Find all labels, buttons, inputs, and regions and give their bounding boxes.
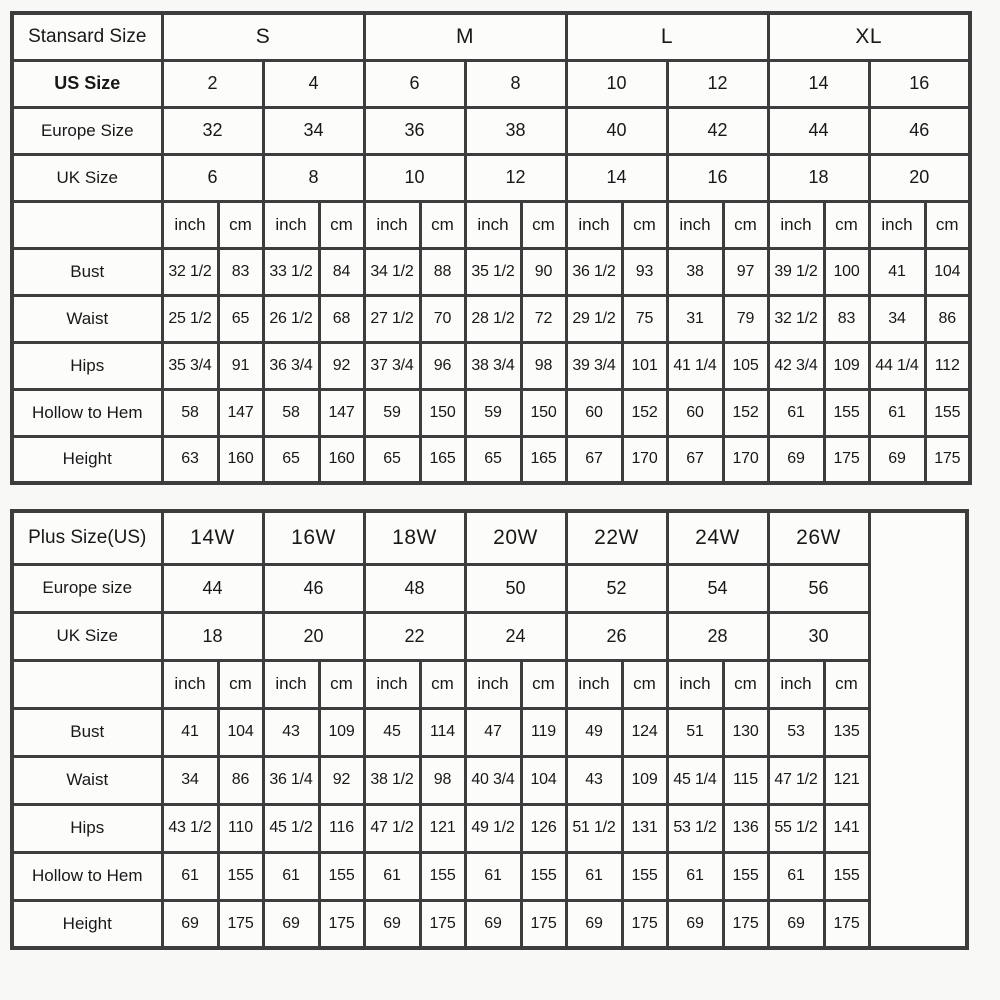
measure-value-cell: 69 <box>566 900 622 948</box>
table-row <box>12 389 970 436</box>
unit-header-cell: inch <box>162 660 218 708</box>
table-row <box>12 60 970 107</box>
measure-value-cell: 51 1/2 <box>566 804 622 852</box>
measure-value-cell: 34 <box>869 295 925 342</box>
measure-value-cell: 38 1/2 <box>364 756 420 804</box>
row-label-cell: UK Size <box>12 612 162 660</box>
table-row <box>12 708 967 756</box>
measure-value-cell: 104 <box>521 756 566 804</box>
size-group-header: 16W <box>263 511 364 564</box>
measure-value-cell: 65 <box>263 436 319 483</box>
measure-value-cell: 35 3/4 <box>162 342 218 389</box>
measure-value-cell: 65 <box>218 295 263 342</box>
measure-value-cell: 147 <box>319 389 364 436</box>
measure-value-cell: 61 <box>162 852 218 900</box>
measure-value-cell: 175 <box>521 900 566 948</box>
measure-value-cell: 70 <box>420 295 465 342</box>
unit-header-cell: inch <box>162 201 218 248</box>
size-value-cell: 14 <box>768 60 869 107</box>
measure-value-cell: 43 <box>263 708 319 756</box>
measure-value-cell: 39 3/4 <box>566 342 622 389</box>
table-row <box>12 154 970 201</box>
measure-value-cell: 36 1/4 <box>263 756 319 804</box>
unit-header-cell: cm <box>218 660 263 708</box>
unit-header-cell: cm <box>824 660 869 708</box>
measure-value-cell: 116 <box>319 804 364 852</box>
size-value-cell: 32 <box>162 107 263 154</box>
measure-value-cell: 69 <box>869 436 925 483</box>
measure-value-cell: 109 <box>824 342 869 389</box>
size-group-header: M <box>364 13 566 60</box>
size-value-cell: 46 <box>263 564 364 612</box>
measure-value-cell: 72 <box>521 295 566 342</box>
table-title-cell: Stansard Size <box>12 13 162 60</box>
measure-value-cell: 42 3/4 <box>768 342 824 389</box>
measure-value-cell: 40 3/4 <box>465 756 521 804</box>
measure-value-cell: 110 <box>218 804 263 852</box>
measure-value-cell: 41 <box>869 248 925 295</box>
measure-value-cell: 97 <box>723 248 768 295</box>
measure-value-cell: 27 1/2 <box>364 295 420 342</box>
unit-header-cell: inch <box>566 201 622 248</box>
measure-value-cell: 112 <box>925 342 970 389</box>
measure-value-cell: 90 <box>521 248 566 295</box>
measure-value-cell: 86 <box>925 295 970 342</box>
row-label-cell: Europe size <box>12 564 162 612</box>
measure-value-cell: 29 1/2 <box>566 295 622 342</box>
measure-value-cell: 65 <box>364 436 420 483</box>
measure-value-cell: 32 1/2 <box>768 295 824 342</box>
size-value-cell: 54 <box>667 564 768 612</box>
measure-value-cell: 43 <box>566 756 622 804</box>
unit-header-cell: cm <box>521 660 566 708</box>
measure-value-cell: 58 <box>263 389 319 436</box>
row-label-cell: Hips <box>12 342 162 389</box>
measure-value-cell: 105 <box>723 342 768 389</box>
measure-value-cell: 45 1/4 <box>667 756 723 804</box>
table-row <box>12 612 967 660</box>
measure-value-cell: 67 <box>566 436 622 483</box>
row-label-cell: Waist <box>12 295 162 342</box>
measure-value-cell: 114 <box>420 708 465 756</box>
table-row <box>12 107 970 154</box>
size-group-header: L <box>566 13 768 60</box>
size-value-cell: 46 <box>869 107 970 154</box>
measure-value-cell: 61 <box>263 852 319 900</box>
table-row <box>12 436 970 483</box>
table-row <box>12 564 967 612</box>
size-value-cell: 8 <box>263 154 364 201</box>
measure-value-cell: 69 <box>667 900 723 948</box>
measure-value-cell: 55 1/2 <box>768 804 824 852</box>
size-value-cell: 20 <box>263 612 364 660</box>
size-value-cell: 20 <box>869 154 970 201</box>
measure-value-cell: 170 <box>622 436 667 483</box>
unit-header-cell: inch <box>869 201 925 248</box>
measure-value-cell: 135 <box>824 708 869 756</box>
table-row <box>12 804 967 852</box>
measure-value-cell: 26 1/2 <box>263 295 319 342</box>
row-label-cell: Hollow to Hem <box>12 852 162 900</box>
unit-header-cell: cm <box>521 201 566 248</box>
measure-value-cell: 35 1/2 <box>465 248 521 295</box>
row-label-cell: Bust <box>12 708 162 756</box>
size-value-cell: 16 <box>869 60 970 107</box>
row-label-cell: Waist <box>12 756 162 804</box>
measure-value-cell: 69 <box>768 436 824 483</box>
table-row <box>12 756 967 804</box>
size-value-cell: 8 <box>465 60 566 107</box>
unit-header-cell: inch <box>667 201 723 248</box>
standard-size-table <box>10 11 972 485</box>
measure-value-cell: 86 <box>218 756 263 804</box>
measure-value-cell: 61 <box>667 852 723 900</box>
measure-value-cell: 152 <box>723 389 768 436</box>
measure-value-cell: 155 <box>319 852 364 900</box>
unit-header-cell: inch <box>768 660 824 708</box>
measure-value-cell: 165 <box>521 436 566 483</box>
measure-value-cell: 115 <box>723 756 768 804</box>
measure-value-cell: 84 <box>319 248 364 295</box>
measure-value-cell: 175 <box>824 436 869 483</box>
measure-value-cell: 60 <box>667 389 723 436</box>
measure-value-cell: 119 <box>521 708 566 756</box>
measure-value-cell: 165 <box>420 436 465 483</box>
measure-value-cell: 96 <box>420 342 465 389</box>
unit-header-cell: cm <box>319 660 364 708</box>
measure-value-cell: 47 <box>465 708 521 756</box>
size-value-cell: 56 <box>768 564 869 612</box>
measure-value-cell: 124 <box>622 708 667 756</box>
measure-value-cell: 61 <box>768 852 824 900</box>
measure-value-cell: 104 <box>218 708 263 756</box>
size-value-cell: 50 <box>465 564 566 612</box>
measure-value-cell: 131 <box>622 804 667 852</box>
measure-value-cell: 92 <box>319 342 364 389</box>
empty-spacer-cell <box>869 511 967 948</box>
measure-value-cell: 34 1/2 <box>364 248 420 295</box>
measure-value-cell: 104 <box>925 248 970 295</box>
measure-value-cell: 59 <box>465 389 521 436</box>
measure-value-cell: 33 1/2 <box>263 248 319 295</box>
measure-value-cell: 51 <box>667 708 723 756</box>
measure-value-cell: 83 <box>218 248 263 295</box>
table-row <box>12 295 970 342</box>
measure-value-cell: 155 <box>723 852 768 900</box>
measure-value-cell: 69 <box>768 900 824 948</box>
measure-value-cell: 98 <box>521 342 566 389</box>
measure-value-cell: 175 <box>824 900 869 948</box>
size-group-header: XL <box>768 13 970 60</box>
unit-header-cell: inch <box>364 201 420 248</box>
measure-value-cell: 69 <box>465 900 521 948</box>
measure-value-cell: 175 <box>218 900 263 948</box>
measure-value-cell: 175 <box>622 900 667 948</box>
size-value-cell: 22 <box>364 612 465 660</box>
measure-value-cell: 67 <box>667 436 723 483</box>
size-group-header: 20W <box>465 511 566 564</box>
measure-value-cell: 100 <box>824 248 869 295</box>
size-group-header: 18W <box>364 511 465 564</box>
row-label-cell: Europe Size <box>12 107 162 154</box>
measure-value-cell: 126 <box>521 804 566 852</box>
measure-value-cell: 88 <box>420 248 465 295</box>
measure-value-cell: 60 <box>566 389 622 436</box>
measure-value-cell: 38 3/4 <box>465 342 521 389</box>
measure-value-cell: 61 <box>566 852 622 900</box>
unit-header-cell: cm <box>723 201 768 248</box>
measure-value-cell: 160 <box>319 436 364 483</box>
table-gap <box>10 485 1000 509</box>
measure-value-cell: 38 <box>667 248 723 295</box>
unit-header-cell: inch <box>263 660 319 708</box>
measure-value-cell: 45 1/2 <box>263 804 319 852</box>
measure-value-cell: 170 <box>723 436 768 483</box>
measure-value-cell: 49 1/2 <box>465 804 521 852</box>
unit-header-cell: cm <box>622 660 667 708</box>
table-row <box>12 248 970 295</box>
measure-value-cell: 101 <box>622 342 667 389</box>
size-value-cell: 42 <box>667 107 768 154</box>
measure-value-cell: 98 <box>420 756 465 804</box>
table-row <box>12 511 967 564</box>
size-value-cell: 18 <box>162 612 263 660</box>
unit-header-cell: inch <box>667 660 723 708</box>
unit-header-cell: cm <box>420 201 465 248</box>
measure-value-cell: 41 <box>162 708 218 756</box>
size-value-cell: 38 <box>465 107 566 154</box>
size-value-cell: 6 <box>364 60 465 107</box>
measure-value-cell: 61 <box>364 852 420 900</box>
measure-value-cell: 25 1/2 <box>162 295 218 342</box>
table-row <box>12 201 970 248</box>
unit-header-cell: inch <box>263 201 319 248</box>
size-value-cell: 44 <box>162 564 263 612</box>
unit-header-cell: cm <box>622 201 667 248</box>
size-group-header: 14W <box>162 511 263 564</box>
measure-value-cell: 49 <box>566 708 622 756</box>
measure-value-cell: 69 <box>263 900 319 948</box>
measure-value-cell: 121 <box>420 804 465 852</box>
measure-value-cell: 91 <box>218 342 263 389</box>
size-value-cell: 6 <box>162 154 263 201</box>
measure-value-cell: 75 <box>622 295 667 342</box>
measure-value-cell: 155 <box>824 852 869 900</box>
size-group-header: 24W <box>667 511 768 564</box>
measure-value-cell: 175 <box>420 900 465 948</box>
measure-value-cell: 155 <box>218 852 263 900</box>
size-group-header: 22W <box>566 511 667 564</box>
measure-value-cell: 136 <box>723 804 768 852</box>
size-value-cell: 40 <box>566 107 667 154</box>
size-value-cell: 10 <box>364 154 465 201</box>
measure-value-cell: 31 <box>667 295 723 342</box>
size-group-header: 26W <box>768 511 869 564</box>
unit-header-cell: cm <box>218 201 263 248</box>
measure-value-cell: 155 <box>420 852 465 900</box>
size-value-cell: 18 <box>768 154 869 201</box>
unit-header-cell: inch <box>364 660 420 708</box>
table-row <box>12 13 970 60</box>
measure-value-cell: 93 <box>622 248 667 295</box>
size-group-header: S <box>162 13 364 60</box>
table-row <box>12 852 967 900</box>
unit-header-cell: inch <box>768 201 824 248</box>
size-value-cell: 36 <box>364 107 465 154</box>
unit-header-cell: cm <box>824 201 869 248</box>
table-row <box>12 900 967 948</box>
measure-value-cell: 37 3/4 <box>364 342 420 389</box>
row-label-cell: Hips <box>12 804 162 852</box>
table-row <box>12 342 970 389</box>
row-label-cell: Bust <box>12 248 162 295</box>
size-value-cell: 14 <box>566 154 667 201</box>
measure-value-cell: 63 <box>162 436 218 483</box>
measure-value-cell: 69 <box>162 900 218 948</box>
row-label-cell: US Size <box>12 60 162 107</box>
size-value-cell: 34 <box>263 107 364 154</box>
measure-value-cell: 130 <box>723 708 768 756</box>
measure-value-cell: 59 <box>364 389 420 436</box>
size-value-cell: 16 <box>667 154 768 201</box>
size-value-cell: 4 <box>263 60 364 107</box>
measure-value-cell: 47 1/2 <box>768 756 824 804</box>
measure-value-cell: 155 <box>521 852 566 900</box>
measure-value-cell: 155 <box>925 389 970 436</box>
measure-value-cell: 47 1/2 <box>364 804 420 852</box>
unit-header-cell: inch <box>566 660 622 708</box>
measure-value-cell: 43 1/2 <box>162 804 218 852</box>
measure-value-cell: 175 <box>925 436 970 483</box>
size-value-cell: 28 <box>667 612 768 660</box>
size-value-cell: 12 <box>465 154 566 201</box>
measure-value-cell: 147 <box>218 389 263 436</box>
plus-size-table <box>10 509 969 950</box>
size-value-cell: 48 <box>364 564 465 612</box>
unit-header-cell: inch <box>465 201 521 248</box>
size-value-cell: 10 <box>566 60 667 107</box>
measure-value-cell: 150 <box>420 389 465 436</box>
table-row <box>12 660 967 708</box>
measure-value-cell: 109 <box>622 756 667 804</box>
measure-value-cell: 68 <box>319 295 364 342</box>
unit-header-cell: cm <box>319 201 364 248</box>
measure-value-cell: 83 <box>824 295 869 342</box>
measure-value-cell: 150 <box>521 389 566 436</box>
measure-value-cell: 109 <box>319 708 364 756</box>
measure-value-cell: 32 1/2 <box>162 248 218 295</box>
row-label-cell: Height <box>12 900 162 948</box>
size-value-cell: 2 <box>162 60 263 107</box>
measure-value-cell: 53 <box>768 708 824 756</box>
size-value-cell: 44 <box>768 107 869 154</box>
measure-value-cell: 155 <box>622 852 667 900</box>
measure-value-cell: 61 <box>768 389 824 436</box>
size-value-cell: 30 <box>768 612 869 660</box>
measure-value-cell: 41 1/4 <box>667 342 723 389</box>
measure-value-cell: 61 <box>465 852 521 900</box>
measure-value-cell: 69 <box>364 900 420 948</box>
measure-value-cell: 58 <box>162 389 218 436</box>
unit-header-cell: cm <box>925 201 970 248</box>
size-value-cell: 12 <box>667 60 768 107</box>
row-label-cell: Height <box>12 436 162 483</box>
measure-value-cell: 92 <box>319 756 364 804</box>
measure-value-cell: 45 <box>364 708 420 756</box>
unit-header-cell: cm <box>420 660 465 708</box>
row-label-cell: Hollow to Hem <box>12 389 162 436</box>
measure-value-cell: 44 1/4 <box>869 342 925 389</box>
measure-value-cell: 61 <box>869 389 925 436</box>
measure-value-cell: 36 3/4 <box>263 342 319 389</box>
unit-header-cell: cm <box>723 660 768 708</box>
measure-value-cell: 34 <box>162 756 218 804</box>
measure-value-cell: 155 <box>824 389 869 436</box>
measure-value-cell: 79 <box>723 295 768 342</box>
measure-value-cell: 53 1/2 <box>667 804 723 852</box>
measure-value-cell: 175 <box>319 900 364 948</box>
measure-value-cell: 39 1/2 <box>768 248 824 295</box>
size-value-cell: 24 <box>465 612 566 660</box>
row-label-cell <box>12 660 162 708</box>
table-title-cell: Plus Size(US) <box>12 511 162 564</box>
measure-value-cell: 121 <box>824 756 869 804</box>
size-value-cell: 52 <box>566 564 667 612</box>
row-label-cell: UK Size <box>12 154 162 201</box>
row-label-cell <box>12 201 162 248</box>
size-value-cell: 26 <box>566 612 667 660</box>
measure-value-cell: 175 <box>723 900 768 948</box>
measure-value-cell: 141 <box>824 804 869 852</box>
measure-value-cell: 160 <box>218 436 263 483</box>
measure-value-cell: 28 1/2 <box>465 295 521 342</box>
unit-header-cell: inch <box>465 660 521 708</box>
measure-value-cell: 36 1/2 <box>566 248 622 295</box>
measure-value-cell: 65 <box>465 436 521 483</box>
measure-value-cell: 152 <box>622 389 667 436</box>
